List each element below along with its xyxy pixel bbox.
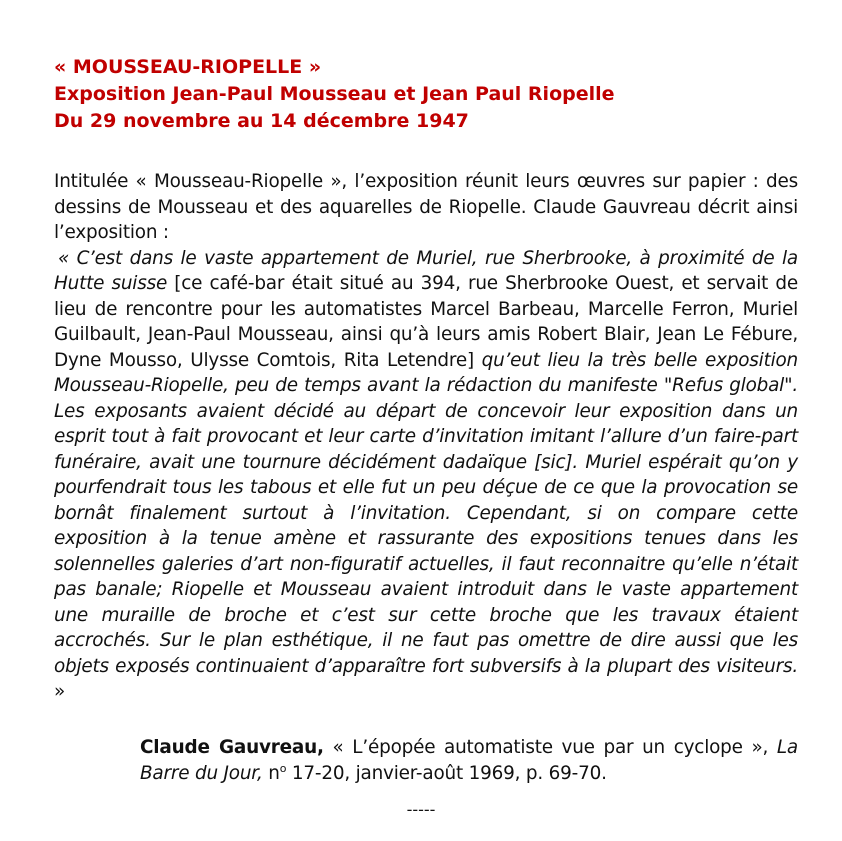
- citation-number-sup: o: [279, 761, 287, 775]
- section-separator: -----: [406, 800, 436, 819]
- heading-subtitle: Exposition Jean-Paul Mousseau et Jean Paul Riopelle: [54, 83, 615, 105]
- citation-journal: La Barre du Jour,: [140, 737, 798, 784]
- quote-part-2: [ce café-bar était situé au 394, rue Sherbrooke Ouest, et servait de lieu de rencontre pour les automatistes Marcel Barbeau, Marcelle Ferron, Muriel Guilbault, Jean-Paul Mousseau, ainsi qu’à leurs amis Robert Blair, Jean Le Fébure, Dyne Mousso, Ulysse Comtois, Rita Letendre]: [54, 273, 799, 371]
- heading-dates: Du 29 novembre au 14 décembre 1947: [54, 110, 469, 132]
- citation-author: Claude Gauvreau,: [140, 737, 324, 758]
- exhibition-heading: [54, 54, 794, 135]
- quote-paragraph: [54, 246, 798, 705]
- intro-paragraph: Intitulée « Mousseau-Riopelle », l’exposition réunit leurs œuvres sur papier : des dessins de Mousseau et des aquarelles de Riopelle. Claude Gauvreau décrit ainsi l’exposition :: [54, 171, 798, 243]
- citation-number-prefix: n: [262, 762, 280, 784]
- quote-part-3: qu’eut lieu la très belle exposition Mousseau-Riopelle, peu de temps avant la rédaction du manifeste "Refus global". Les exposants avaient décidé au départ de concevoir leur exposition dans un esprit tout à fait provocant et leur carte d’invitation imitant l’allure d’un faire-part funéraire, avait une tournure décidément dadaïque [sic]. Muriel espérait qu’on y pourfendrait tous les tabous et elle fut un peu déçue de ce que la provocation se bornât finalement surtout à l’invitation. Cependant, si on compare cette exposition à la tenue amène et rassurante des expositions tenues dans les solennelles galeries d’art non-figuratif actuelles, il faut reconnaitre qu’elle n’était pas banale; Riopelle et Mousseau avaient introduit dans le vaste appartement une muraille de broche et c’est sur cette broche que les travaux étaient accrochés. Sur le plan esthétique, il ne faut pas omettre de dire aussi que les objets exposés continuaient d’apparaître fort subversifs à la plupart des visiteurs.: [54, 349, 798, 677]
- heading-title: « MOUSSEAU-RIOPELLE »: [54, 56, 322, 78]
- body-text: [54, 169, 798, 705]
- citation-title: « L’épopée automatiste vue par un cyclope »,: [323, 737, 777, 758]
- citation: [140, 735, 798, 786]
- citation-number-rest: 17-20, janvier-août 1969, p. 69-70.: [286, 762, 607, 784]
- quote-part-1: « C’est dans le vaste appartement de Muriel, rue Sherbrooke, à proximité de la Hutte suisse: [54, 247, 798, 294]
- quote-part-4: »: [54, 681, 66, 702]
